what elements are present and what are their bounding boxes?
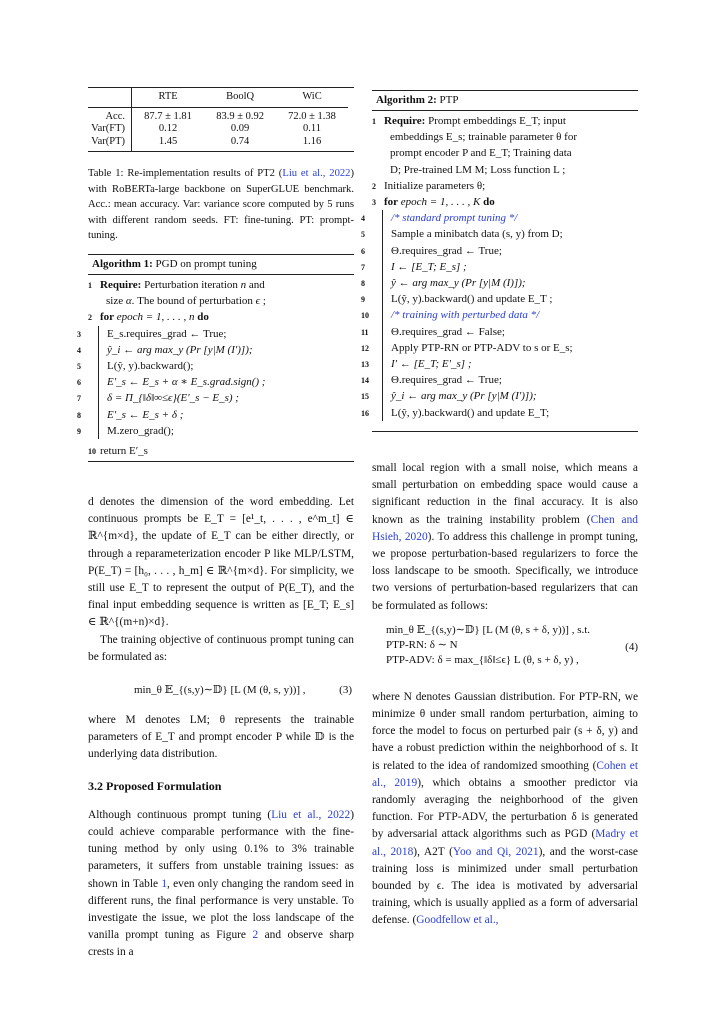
equation-4: min_θ 𝔼_{(s,y)∼𝔻} [L (M (θ, s + δ, y))] , s.t. PTP-RN: δ ∼ N PTP-ADV: δ = max_{‖δ‖≤ϵ} L (θ, s + δ, y) , (4) <box>386 623 638 666</box>
table-ref-link[interactable]: 1 <box>161 877 168 890</box>
table-1 <box>88 87 354 244</box>
algo-line: 12 Apply PTP-RN or PTP-ADV to s or E_s; <box>361 341 573 354</box>
algo-line: 11 Θ.requires_grad ← False; <box>361 325 505 338</box>
table-1-caption: Table 1: Re-implementation results of PT2 (Liu et al., 2022) with RoBERTa-large backbone on SuperGLUE benchmark. Acc.: mean accuracy. Var: variance score computed by 5 runs with different random seeds. FT: fine-tuning. PT: prompt-tuning. <box>88 168 354 241</box>
algo-line: 16 L(ŷ, y).backward() and update E_T; <box>361 406 550 419</box>
table-cell: 72.0 ± 1.38 <box>288 110 336 122</box>
algo-line: 10 return E′_s <box>88 445 148 458</box>
algo-line: 3 for epoch = 1, . . . , K do <box>372 196 495 209</box>
algo-line: 9 M.zero_grad(); <box>77 424 174 437</box>
algo-line: 9 L(ŷ, y).backward() and update E_T ; <box>361 293 553 306</box>
algo-line: 8 E′_s ← E_s + δ ; <box>77 408 184 421</box>
header-rte: RTE <box>132 88 205 107</box>
algo-1-loop-body <box>77 326 354 439</box>
algorithm-1-title: Algorithm 1: PGD on prompt tuning <box>88 254 354 275</box>
equation-number: (4) <box>625 640 638 653</box>
table-cell: 0.09 <box>230 123 250 134</box>
results-table <box>88 88 348 151</box>
table-cell: 87.7 ± 1.81 <box>144 110 192 122</box>
row-label: Var(FT) <box>88 123 132 136</box>
citation-link[interactable]: Goodfellow et al., <box>416 914 499 927</box>
algorithm-1 <box>77 254 354 462</box>
paragraph: Although continuous prompt tuning (Liu et al., 2022) could achieve comparable performance with the fine-tuning method by only using 0.1% to 3% trainable parameters, it suffers from unstable training issues: as shown in Table 1, even only changing the random seed in different runs, the final performance is very unstable. To investigate the issue, we plot the loss landscape of the vanilla prompt tuning as Figure 2 and observe sharp crests in a <box>88 808 354 959</box>
algo-line: 14 Θ.requires_grad ← True; <box>361 374 502 387</box>
algo-line: 2 Initialize parameters θ; <box>372 179 486 192</box>
row-label: Var(PT) <box>88 136 132 152</box>
paragraph: where N denotes Gaussian distribution. For PTP-RN, we minimize θ under small random perturbation, aiming to force the model to focus on perturbed pair (s + δ, y) and have a robust prediction within the neighborhood of s. It is related to the idea of randomized smoothing (Cohen et al., 2019), which obtains a smoother predictor via randomly averaging the neighborhood of the given function. For PTP-ADV, the perturbation δ is generated by adversarial attack algorithms such as PGD (Madry et al., 2018), A2T (Yoo and Qi, 2021), and the worst-case training loss is minimized under small perturbation bounded by ϵ. The idea is motivated by adversarial training, which is usually applied as a form of adversarial defense. (Goodfellow et al., <box>372 690 639 927</box>
citation-link[interactable]: Cohen et al., 2019 <box>372 759 638 789</box>
algorithm-2 <box>361 90 638 432</box>
section-heading: 3.2 Proposed Formulation <box>88 778 222 793</box>
algo-line: 13 I′ ← [E_T; E′_s] ; <box>361 358 472 371</box>
table-cell: 0.11 <box>303 123 322 134</box>
algo-line: 6 E′_s ← E_s + α ∗ E_s.grad.sign() ; <box>77 376 266 389</box>
citation-link[interactable]: Liu et al., 2022 <box>271 808 351 821</box>
algo-line: 3 E_s.requires_grad ← True; <box>77 327 227 340</box>
figure-ref-link[interactable]: 2 <box>252 929 259 942</box>
table-row <box>88 136 348 152</box>
algo-line: 4 ŷ_i ← arg max_y (Pr [y|M (I′)]); <box>77 343 253 356</box>
table-cell: 1.45 <box>158 135 178 147</box>
table-row <box>88 107 348 123</box>
algo-2-loop-body <box>361 210 638 421</box>
header-wic: WiC <box>276 88 348 107</box>
paragraph: where M denotes LM; θ represents the trainable parameters of E_T and prompt encoder P while 𝔻 is the underlying data distribution. <box>88 714 354 761</box>
algo-line: prompt encoder P and E_T; Training data <box>390 147 572 160</box>
algo-line: 7 δ = Π_{‖δ‖∞≤ϵ}(E′_s − E_s) ; <box>77 392 239 405</box>
algo-line: 8 ŷ ← arg max_y (Pr [y|M (I)]); <box>361 277 526 290</box>
paragraph: small local region with a small noise, which means a small perturbation on embedding space would cause a significant reduction in the final accuracy. It is also known as the training instability problem (Chen and Hsieh, 2020). To address this challenge in prompt tuning, we propose perturbation-based regularizers to force the loss landscape to be smooth. Specifically, we introduce two versions of perturbation-based regularizers that can be formulated as follows: <box>372 462 638 612</box>
algo-line: 2 for epoch = 1, . . . , n do <box>88 311 209 324</box>
algo-line: 5 L(ŷ, y).backward(); <box>77 360 194 373</box>
equation-3: min_θ 𝔼_{(s,y)∼𝔻} [L (M (θ, s, y))] , (3) <box>88 672 354 708</box>
citation-link[interactable]: Madry et al., 2018 <box>372 828 639 858</box>
algorithm-2-rule <box>372 429 638 432</box>
algo-line: 1 Require: Prompt embeddings E_T; input <box>372 115 566 127</box>
algo-line: 7 I ← [E_T; E_s] ; <box>361 260 467 273</box>
table-1-frame <box>88 87 354 152</box>
algo-line: embeddings E_s; trainable parameter θ for <box>390 131 578 144</box>
algo-line: 15 ŷ_i ← arg max_y (Pr [y|M (I′)]); <box>361 390 537 403</box>
algorithm-2-title: Algorithm 2: PTP <box>372 90 638 111</box>
paragraph: The training objective of continuous prompt tuning can be formulated as: <box>88 633 354 663</box>
algo-line: D; Pre-trained LM M; Loss function L ; <box>390 163 566 176</box>
algo-line: size α. The bound of perturbation ϵ ; <box>106 295 266 308</box>
algo-line: 5 Sample a minibatch data (s, y) from D; <box>361 228 563 241</box>
table-cell: 0.12 <box>158 123 178 134</box>
table-row <box>88 123 348 136</box>
header-boolq: BoolQ <box>204 88 276 107</box>
algo-line: 1 Require: Perturbation iteration n and <box>88 279 265 291</box>
algo-line: 6 Θ.requires_grad ← True; <box>361 244 502 257</box>
algo-comment: 10 /* training with perturbed data */ <box>361 309 540 322</box>
citation-link[interactable]: Liu et al., 2022 <box>282 168 351 179</box>
left-body-text <box>88 494 354 962</box>
table-cell: 0.74 <box>230 135 250 147</box>
algo-comment: 4 /* standard prompt tuning */ <box>361 212 518 225</box>
paragraph: d denotes the dimension of the word embedding. Let continuous prompts be E_T = [e¹_t, . . . , e^m_t] ∈ ℝ^{m×d}, the update of E_T can be either directly, or through a reparameterization encoder P like MLP/LSTM, P(E_T) = [h₀, . . . , h_m] ∈ ℝ^{m×d}. For simplicity, we still use E_T to represent the output of P(E_T), and the final input embedding sequence is written as [E_T; E_s] ∈ ℝ^{(m+n)×d}. <box>88 496 354 629</box>
algorithm-1-rule <box>88 459 354 462</box>
citation-link[interactable]: Chen and Hsieh, 2020 <box>372 513 638 543</box>
table-cell: 1.16 <box>302 135 322 147</box>
table-header-row <box>88 88 348 107</box>
row-label: Acc. <box>88 107 132 123</box>
equation-number: (3) <box>339 684 352 697</box>
citation-link[interactable]: Yoo and Qi, 2021 <box>452 845 539 858</box>
right-body-text <box>372 460 638 930</box>
table-cell: 83.9 ± 0.92 <box>216 110 264 122</box>
